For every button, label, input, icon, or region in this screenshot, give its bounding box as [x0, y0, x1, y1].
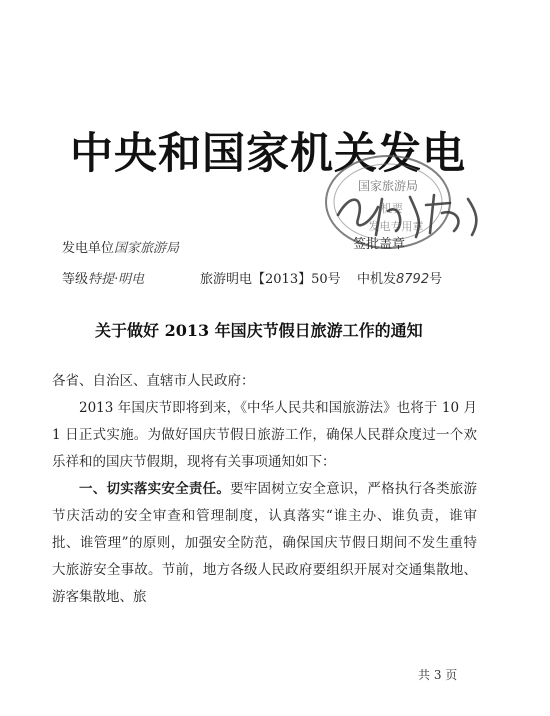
approval-label: 签批盖章	[353, 237, 406, 252]
level-label: 等级	[62, 272, 89, 287]
svg-text:国家旅游局: 国家旅游局	[357, 179, 419, 193]
level-value: 特提·明电	[88, 272, 145, 287]
page-count: 共 3 页	[418, 668, 458, 682]
svg-text:发电专用章: 发电专用章	[368, 220, 424, 233]
intro-paragraph: 2013 年国庆节即将到来，《中华人民共和国旅游法》也将于 10 月 1 日正式实施。为做好国庆节假日旅游工作，确保人民群众度过一个欢乐祥和的国庆节假期，现将有关事项通知如下：	[52, 400, 477, 470]
section-1-text: 要牢固树立安全意识，严格执行各类旅游节庆活动的安全审查和管理制度，认真落实“谁主办、谁负责，谁审批、谁管理”的原则，加强安全防范，确保国庆节假日期间不发生重特大旅游安全事故。节前，地方各级人民政府要组织开展对交通集散地、游客集散地、旅	[52, 481, 478, 605]
sender-line	[62, 237, 179, 256]
central-number-prefix: 中机发	[357, 272, 397, 287]
svg-text:机要: 机要	[381, 202, 403, 215]
level-line	[62, 268, 144, 287]
central-number-suffix: 号	[429, 272, 443, 287]
document-number: 旅游明电【2013】50号	[200, 272, 341, 287]
central-number-value: 8792	[396, 272, 430, 287]
notice-title: 关于做好 2013 年国庆节假日旅游工作的通知	[95, 321, 423, 340]
section-1-heading: 一、切实落实安全责任。	[79, 481, 231, 497]
section-1-paragraph	[52, 476, 477, 611]
sender-value: 国家旅游局	[114, 241, 180, 256]
telegram-header-title: 中央和国家机关发电	[70, 129, 466, 179]
sender-label: 发电单位	[62, 241, 115, 256]
notice-body	[52, 368, 477, 611]
central-number	[357, 268, 442, 287]
salutation: 各省、自治区、直辖市人民政府：	[52, 373, 255, 389]
